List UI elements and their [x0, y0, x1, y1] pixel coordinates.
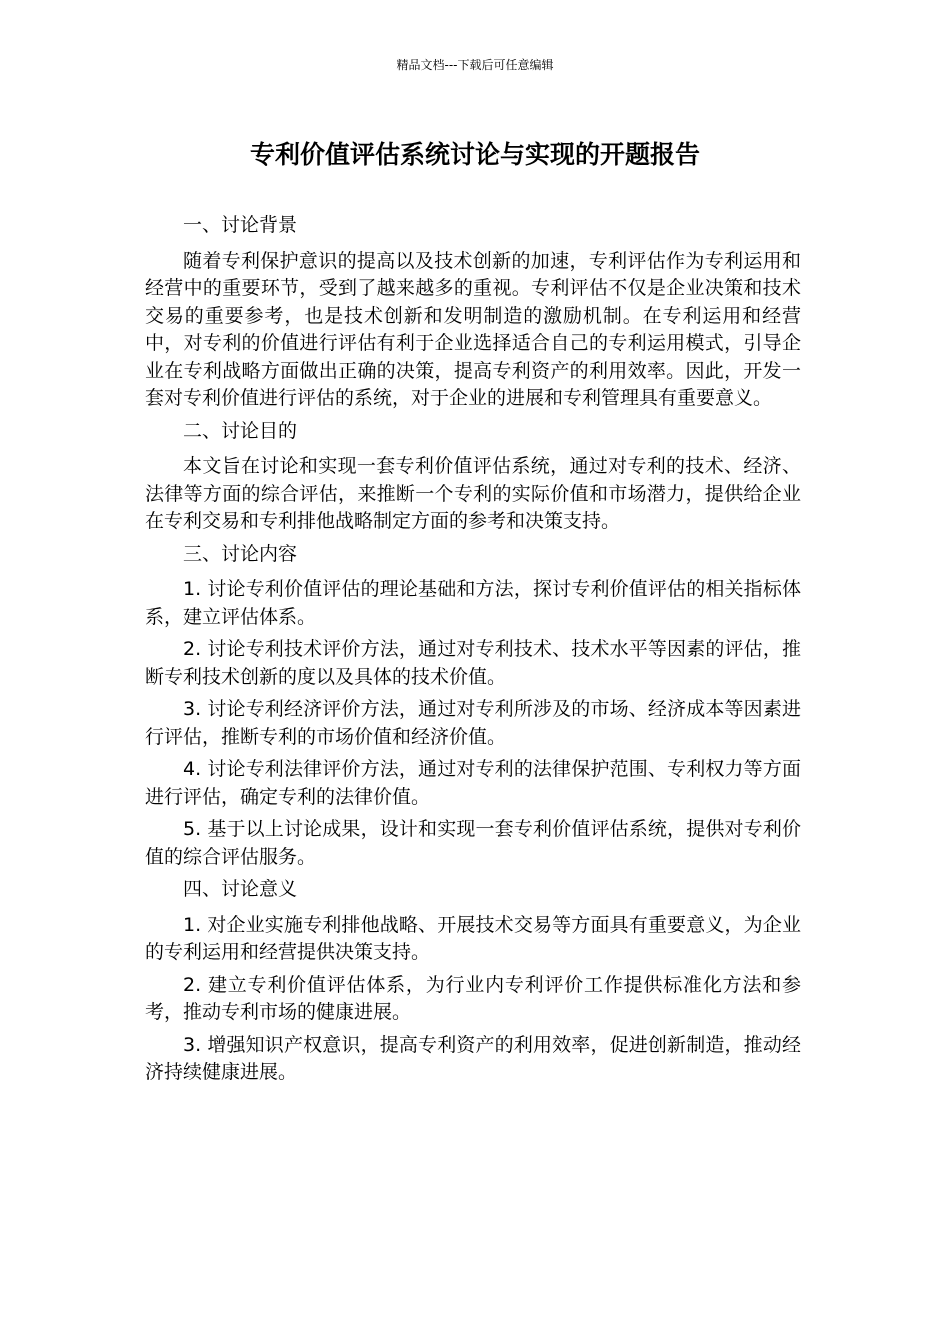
- list-item-content-5: 5. 基于以上讨论成果，设计和实现一套专利价值评估系统，提供对专利价值的综合评估服务。: [145, 818, 801, 868]
- section-heading-background: 一、讨论背景: [183, 214, 298, 236]
- list-item-significance-2: 2. 建立专利价值评估体系，为行业内专利评价工作提供标准化方法和参考，推动专利市场的健康进展。: [145, 973, 801, 1023]
- section-heading-content: 三、讨论内容: [183, 542, 298, 565]
- list-item-significance-3: 3. 增强知识产权意识，提高专利资产的利用效率，促进创新制造，推动经济持续健康进展。: [145, 1033, 801, 1083]
- list-item-significance-1: 1. 对企业实施专利排他战略、开展技术交易等方面具有重要意义，为企业的专利运用和经营提供决策支持。: [145, 913, 801, 963]
- list-item-content-2: 2. 讨论专利技术评价方法，通过对专利技术、技术水平等因素的评估，推断专利技术创新的度以及具体的技术价值。: [145, 638, 801, 688]
- document-title: 专利价值评估系统讨论与实现的开题报告: [249, 140, 700, 169]
- list-item-content-3: 3. 讨论专利经济评价方法，通过对专利所涉及的市场、经济成本等因素进行评估，推断专利的市场价值和经济价值。: [145, 698, 801, 748]
- list-item-content-1: 1. 讨论专利价值评估的理论基础和方法，探讨专利价值评估的相关指标体系，建立评估体系。: [145, 578, 801, 628]
- document-body: [145, 212, 801, 1092]
- list-item-content-4: 4. 讨论专利法律评价方法，通过对专利的法律保护范围、专利权力等方面进行评估，确定专利的法律价值。: [145, 758, 801, 808]
- section-heading-purpose: 二、讨论目的: [183, 419, 298, 442]
- paragraph-purpose: 本文旨在讨论和实现一套专利价值评估系统，通过对专利的技术、经济、法律等方面的综合评估，来推断一个专利的实际价值和市场潜力，提供给企业在专利交易和专利排他战略制定方面的参考和决策支持。: [145, 455, 801, 532]
- section-heading-significance: 四、讨论意义: [183, 878, 298, 900]
- paragraph-background: 随着专利保护意识的提高以及技术创新的加速，专利评估作为专利运用和经营中的重要环节，受到了越来越多的重视。专利评估不仅是企业决策和技术交易的重要参考，也是技术创新和发明制造的激励机制。在专利运用和经营中，对专利的价值进行评估有利于企业选择适合自己的专利运用模式，引导企业在专利战略方面做出正确的决策，提高专利资产的利用效率。因此，开发一套对专利价值进行评估的系统，对于企业的进展和专利管理具有重要意义。: [145, 249, 801, 409]
- page-header: 精品文档---下载后可任意编辑: [396, 58, 554, 72]
